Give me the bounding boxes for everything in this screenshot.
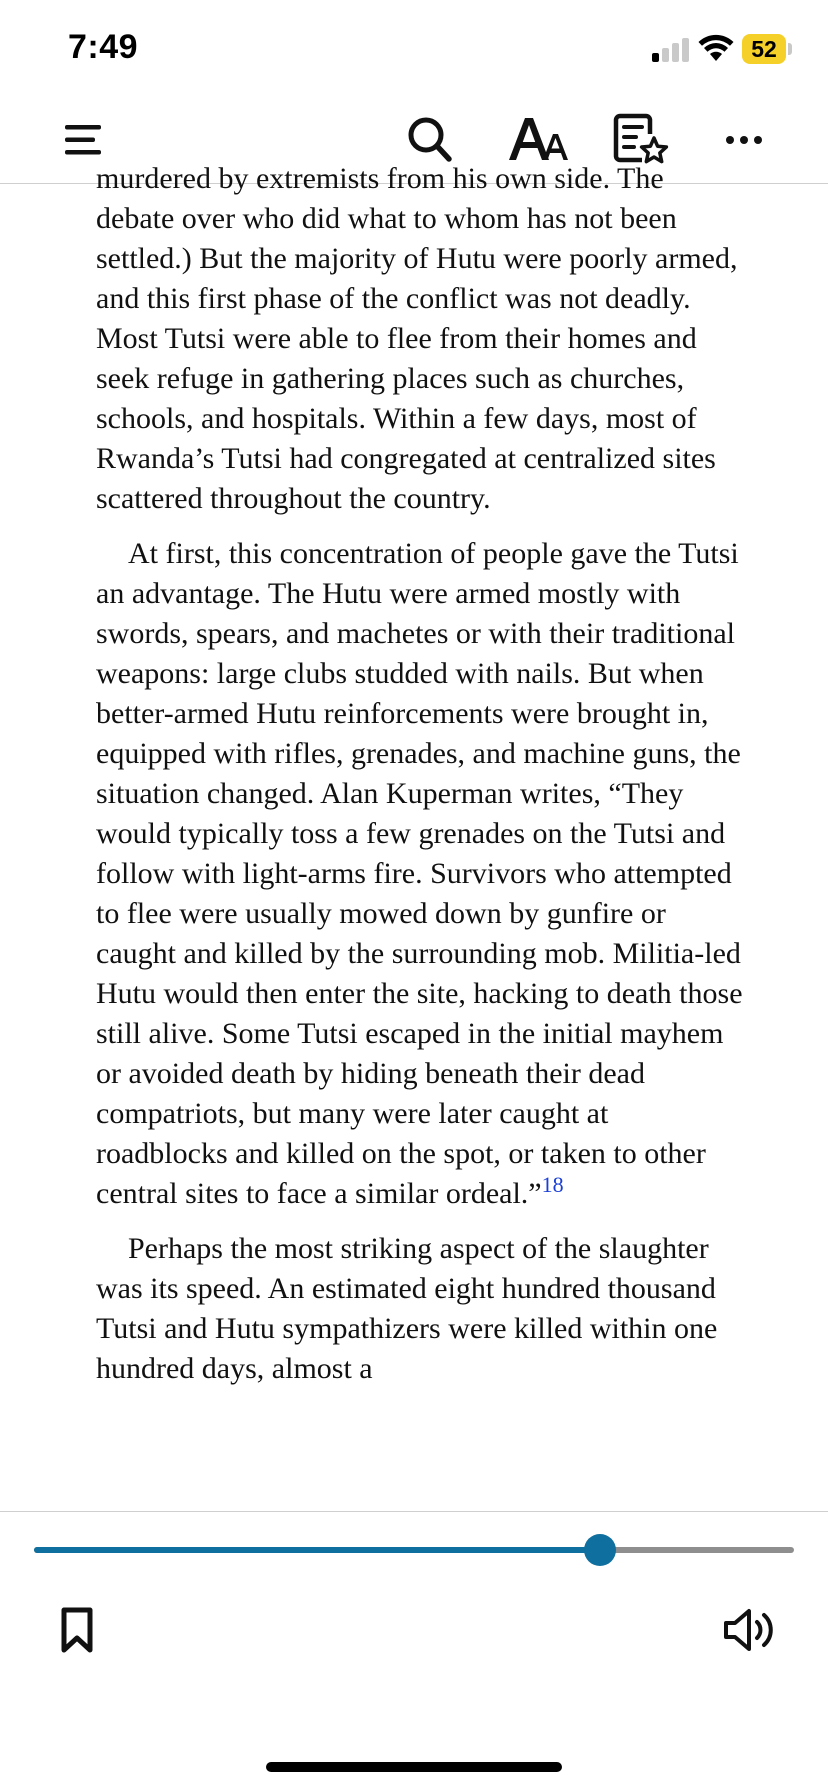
battery-level: 52 — [751, 36, 777, 62]
paragraph-text: At first, this concentration of people gave the Tutsi an advantage. The Hutu were armed mostly with swords, spears, and machetes or with their traditional weapons: large clubs studded with nails. But when better-armed Hutu reinforcements were brought in, equipped with rifles, grenades, and machine guns, the situation changed. Alan Kuperman writes, “They would typically toss a few grenades on the Tutsi and follow with light-arms fire. Survivors who attempted to flee were usually mowed down by gunfire or caught and killed by the surrounding mob. Militia-led Hutu would then enter the site, hacking to death those still alive. Some Tutsi escaped in the initial mayhem or avoided death by hiding beneath their dead compatriots, but many were later caught at roadblocks and killed on the spot, or taken to other central sites to face a similar ordeal.” — [96, 537, 743, 1210]
slider-fill — [34, 1547, 600, 1553]
reading-pane[interactable] — [0, 162, 828, 1511]
speaker-icon[interactable] — [722, 1606, 776, 1654]
bookmark-icon[interactable] — [58, 1606, 96, 1654]
home-indicator[interactable] — [266, 1762, 562, 1772]
cellular-signal-icon — [652, 38, 692, 62]
status-bar — [0, 0, 828, 100]
text-size-icon[interactable] — [506, 112, 568, 166]
menu-icon[interactable] — [62, 120, 104, 160]
search-icon[interactable] — [406, 114, 454, 164]
battery-icon — [742, 34, 792, 64]
status-time: 7:49 — [68, 28, 139, 66]
divider — [0, 1511, 828, 1512]
paragraph: Perhaps the most striking aspect of the slaughter was its speed. An estimated eight hundred thousand Tutsi and Hutu sympathizers were killed within one hundred days, almost a — [96, 1232, 718, 1385]
paragraph: murdered by extremists from his own side. The debate over who did what to whom has not been settled.) But the majority of Hutu were poorly armed, and this first phase of the conflict was not deadly. Most Tutsi were able to flee from their homes and seek refuge in gathering places such as churches, schools, and hospitals. Within a few days, most of Rwanda’s Tutsi had congregated at centralized sites scattered throughout the country. — [96, 162, 738, 515]
reading-progress-slider[interactable] — [34, 1534, 794, 1566]
book-text — [96, 159, 746, 1389]
wifi-icon — [698, 34, 734, 62]
more-icon[interactable] — [722, 120, 766, 160]
paragraph — [96, 534, 746, 1214]
slider-thumb[interactable] — [584, 1534, 616, 1566]
footnote-link[interactable]: 18 — [541, 1172, 564, 1197]
